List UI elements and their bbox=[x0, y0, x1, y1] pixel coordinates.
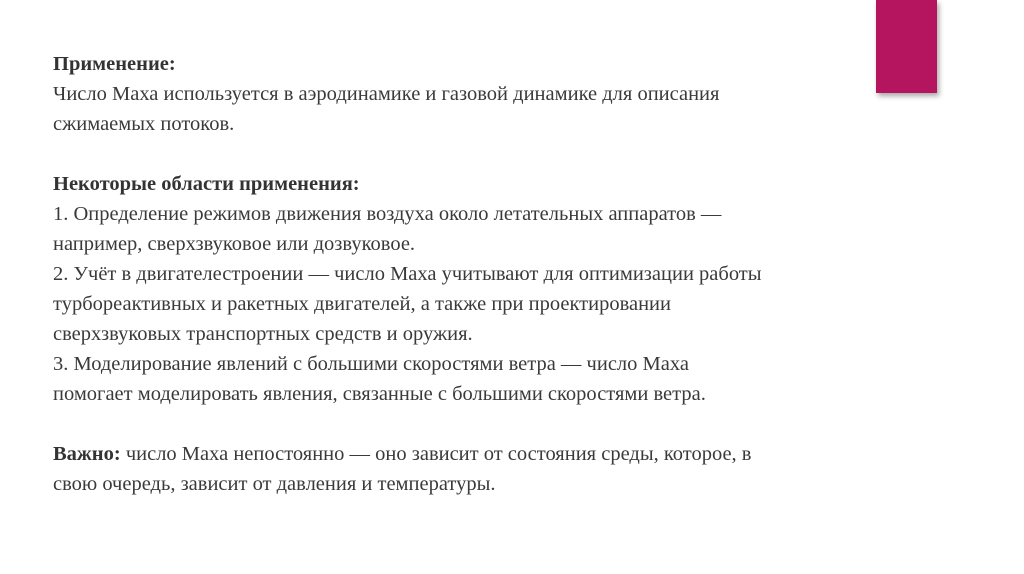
paragraph-line: Число Маха используется в аэродинамике и газовой динамике для описания bbox=[53, 83, 720, 105]
list-line: помогает моделировать явления, связанные с большими скоростями ветра. bbox=[53, 383, 706, 405]
important-paragraph bbox=[53, 439, 953, 469]
paragraph-line: сжимаемых потоков. bbox=[53, 113, 235, 135]
spacer bbox=[53, 409, 953, 439]
important-text: число Маха непостоянно — оно зависит от состояния среды, которое, в bbox=[120, 443, 752, 465]
list-line: сверхзвуковых транспортных средств и оружия. bbox=[53, 323, 473, 345]
spacer bbox=[53, 139, 953, 169]
paragraph-line: свою очередь, зависит от давления и температуры. bbox=[53, 473, 496, 495]
list-line: 1. Определение режимов движения воздуха около летательных аппаратов — bbox=[53, 203, 722, 225]
slide-content bbox=[53, 49, 953, 499]
section-heading-application: Применение: bbox=[53, 53, 176, 75]
list-line: 3. Моделирование явлений с большими скоростями ветра — число Маха bbox=[53, 353, 689, 375]
list-line: турбореактивных и ракетных двигателей, а также при проектировании bbox=[53, 293, 672, 315]
important-label: Важно: bbox=[53, 443, 121, 465]
list-line: например, сверхзвуковое или дозвуковое. bbox=[53, 233, 416, 255]
section-heading-areas: Некоторые области применения: bbox=[53, 173, 360, 195]
list-line: 2. Учёт в двигателестроении — число Маха учитывают для оптимизации работы bbox=[53, 263, 762, 285]
